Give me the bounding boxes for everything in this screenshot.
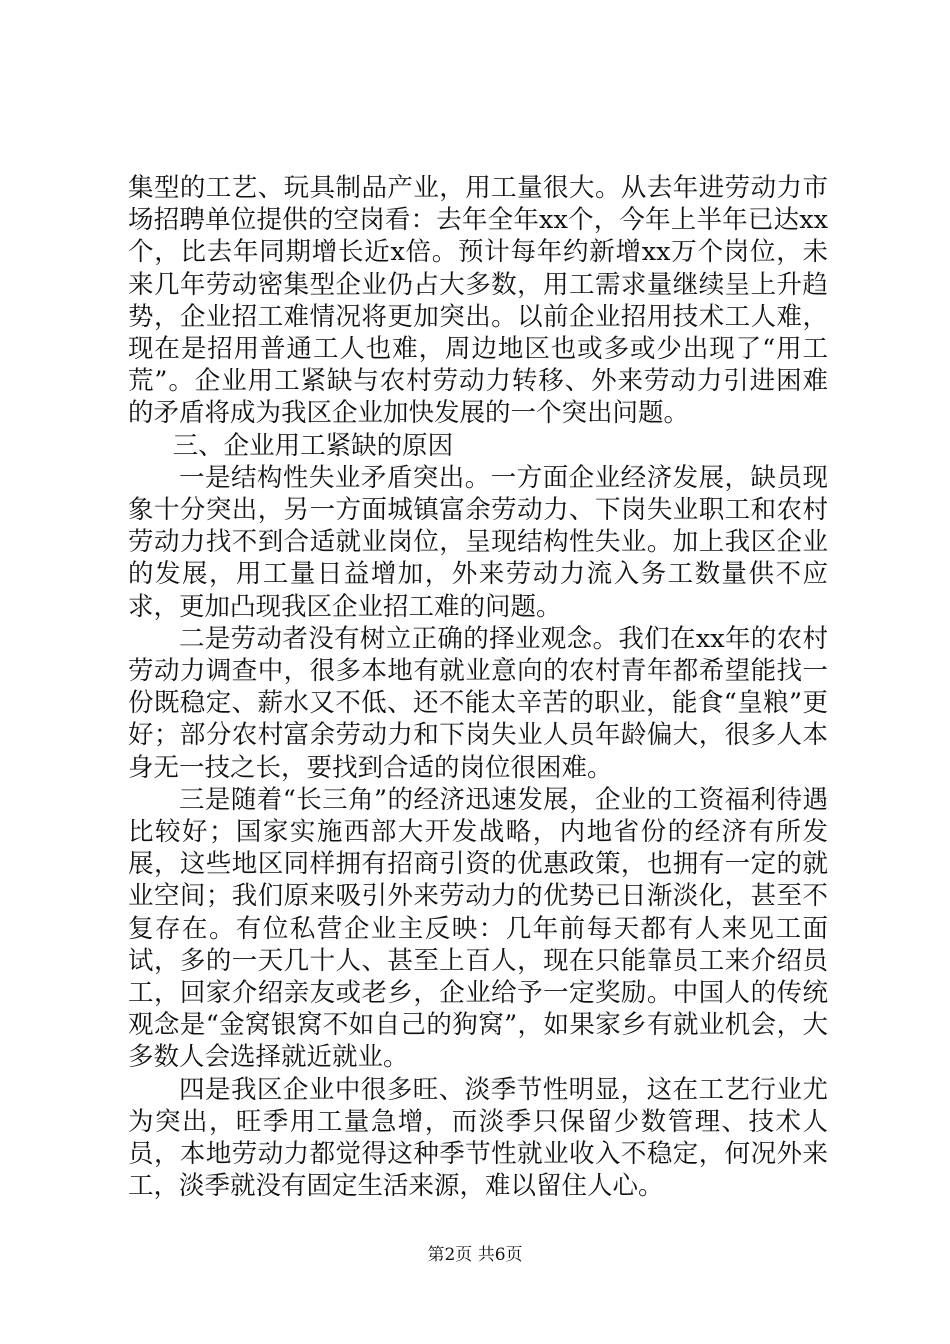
- paragraph-reason-1: 一是结构性失业矛盾突出。一方面企业经济发展，缺员现象十分突出，另一方面城镇富余劳动力、下岗失业职工和农村劳动力找不到合适就业岗位，呈现结构性失业。加上我区企业的发展，用工量日益增加，外来劳动力流入务工数量供不应求，更加凸现我区企业招工难的问题。: [128, 462, 828, 622]
- paragraph-reason-3: 三是随着“长三角”的经济迅速发展，企业的工资福利待遇比较好；国家实施西部大开发战略，内地省份的经济有所发展，这些地区同样拥有招商引资的优惠政策，也拥有一定的就业空间；我们原来吸引外来劳动力的优势已日渐淡化，甚至不复存在。有位私营企业主反映：几年前每天都有人来见工面试，多的一天几十人、甚至上百人，现在只能靠员工来介绍员工，回家介绍亲友或老乡，企业给予一定奖励。中国人的传统观念是“金窝银窝不如自己的狗窝”，如果家乡有就业机会，大多数人会选择就近就业。: [128, 784, 828, 1073]
- page-footer: 第2页 共6页: [427, 1245, 523, 1265]
- section-heading: 三、企业用工紧缺的原因: [172, 430, 454, 461]
- paragraph-reason-2: 二是劳动者没有树立正确的择业观念。我们在xx年的农村劳动力调查中，很多本地有就业意向的农村青年都希望能找一份既稳定、薪水又不低、还不能太辛苦的职业，能食“皇粮”更好；部分农村富余劳动力和下岗失业人员年龄偏大，很多人本身无一技之长，要找到合适的岗位很困难。: [128, 623, 828, 783]
- paragraph-reason-4: 四是我区企业中很多旺、淡季节性明显，这在工艺行业尤为突出，旺季用工量急增，而淡季只保留少数管理、技术人员，本地劳动力都觉得这种季节性就业收入不稳定，何况外来工，淡季就没有固定生活来源，难以留住人心。: [128, 1074, 828, 1202]
- document-body: [128, 172, 828, 1203]
- paragraph-continued: 集型的工艺、玩具制品产业，用工量很大。从去年进劳动力市场招聘单位提供的空岗看：去年全年xx个，今年上半年已达xx个，比去年同期增长近x倍。预计每年约新增xx万个岗位，未来几年劳动密集型企业仍占大多数，用工需求量继续呈上升趋势，企业招工难情况将更加突出。以前企业招用技术工人难，现在是招用普通工人也难，周边地区也或多或少出现了“用工荒”。企业用工紧缺与农村劳动力转移、外来劳动力引进困难的矛盾将成为我区企业加快发展的一个突出问题。: [128, 173, 828, 429]
